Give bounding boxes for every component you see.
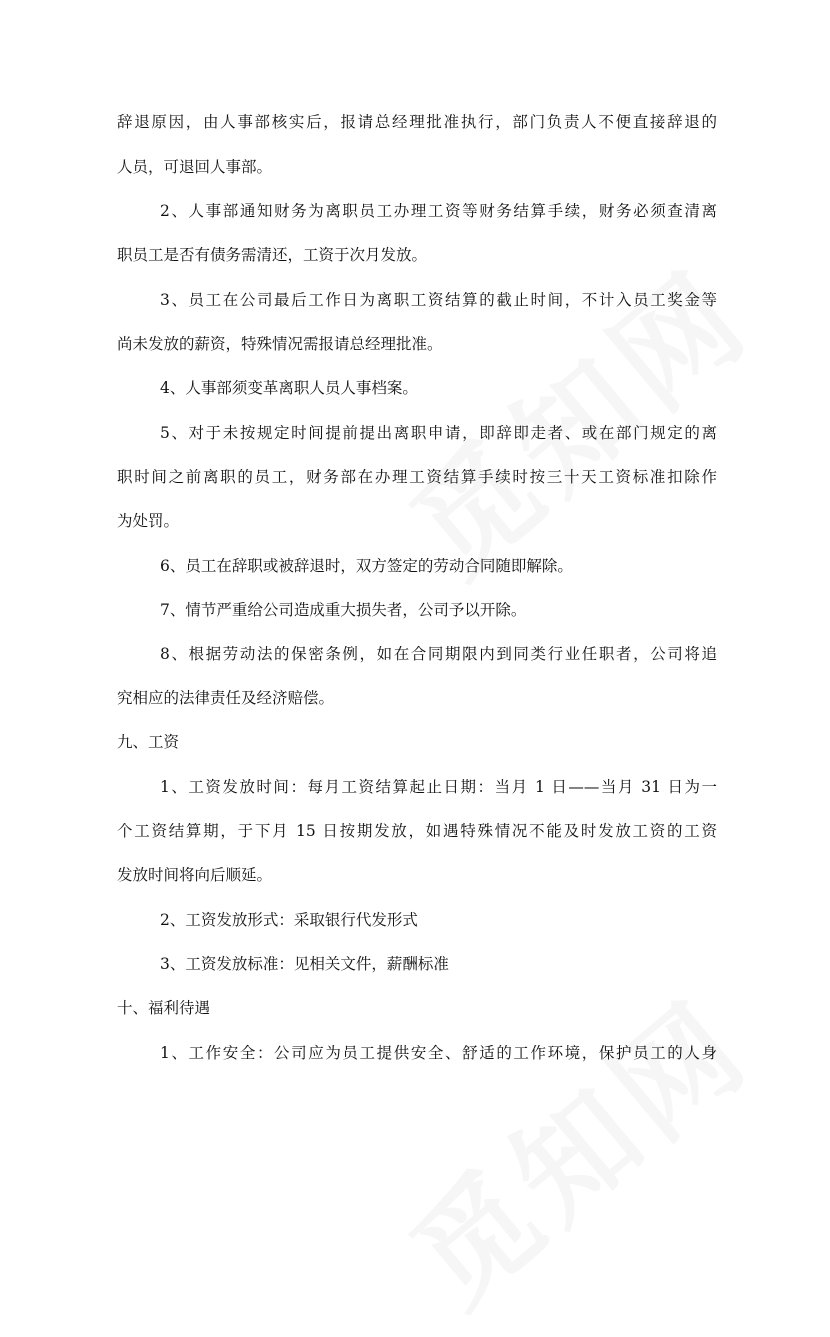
list-item-line: 8、根据劳动法的保密条例，如在合同期限内到同类行业任职者，公司将追 xyxy=(160,645,717,663)
section-heading: 十、福利待遇 xyxy=(117,999,211,1017)
section-heading: 九、工资 xyxy=(117,733,180,751)
paragraph-line: 人员，可退回人事部。 xyxy=(117,158,273,176)
list-item-line: 2、工资发放形式：采取银行代发形式 xyxy=(160,911,418,929)
paragraph-line: 职时间之前离职的员工，财务部在办理工资结算手续时按三十天工资标准扣除作 xyxy=(117,468,717,486)
paragraph-line: 职员工是否有债务需清还，工资于次月发放。 xyxy=(117,246,428,264)
list-item-line: 3、工资发放标准：见相关文件，薪酬标准 xyxy=(160,955,449,973)
paragraph-line: 个工资结算期，于下月 15 日按期发放，如遇特殊情况不能及时发放工资的工资 xyxy=(117,822,717,840)
paragraph-line: 为处罚。 xyxy=(117,512,180,530)
list-item-line: 2、人事部通知财务为离职员工办理工资等财务结算手续，财务必须查清离 xyxy=(160,202,717,220)
list-item-line: 3、员工在公司最后工作日为离职工资结算的截止时间，不计入员工奖金等 xyxy=(160,291,717,309)
paragraph-line: 辞退原因，由人事部核实后，报请总经理批准执行，部门负责人不便直接辞退的 xyxy=(117,113,717,131)
list-item-line: 6、员工在辞职或被辞退时，双方签定的劳动合同随即解除。 xyxy=(160,557,573,575)
paragraph-line: 尚未发放的薪资，特殊情况需报请总经理批准。 xyxy=(117,335,443,353)
list-item-line: 7、情节严重给公司造成重大损失者，公司予以开除。 xyxy=(160,601,527,619)
paragraph-line: 发放时间将向后顺延。 xyxy=(117,866,273,884)
list-item-line: 1、工作安全：公司应为员工提供安全、舒适的工作环境，保护员工的人身 xyxy=(160,1044,717,1062)
paragraph-line: 究相应的法律责任及经济赔偿。 xyxy=(117,689,335,707)
list-item-line: 5、对于未按规定时间提前提出离职申请，即辞即走者、或在部门规定的离 xyxy=(160,424,717,442)
list-item-line: 1、工资发放时间：每月工资结算起止日期：当月 1 日——当月 31 日为一 xyxy=(160,778,717,796)
watermark xyxy=(370,955,779,1337)
watermark xyxy=(370,225,779,607)
list-item-line: 4、人事部须变革离职人员人事档案。 xyxy=(160,379,418,397)
